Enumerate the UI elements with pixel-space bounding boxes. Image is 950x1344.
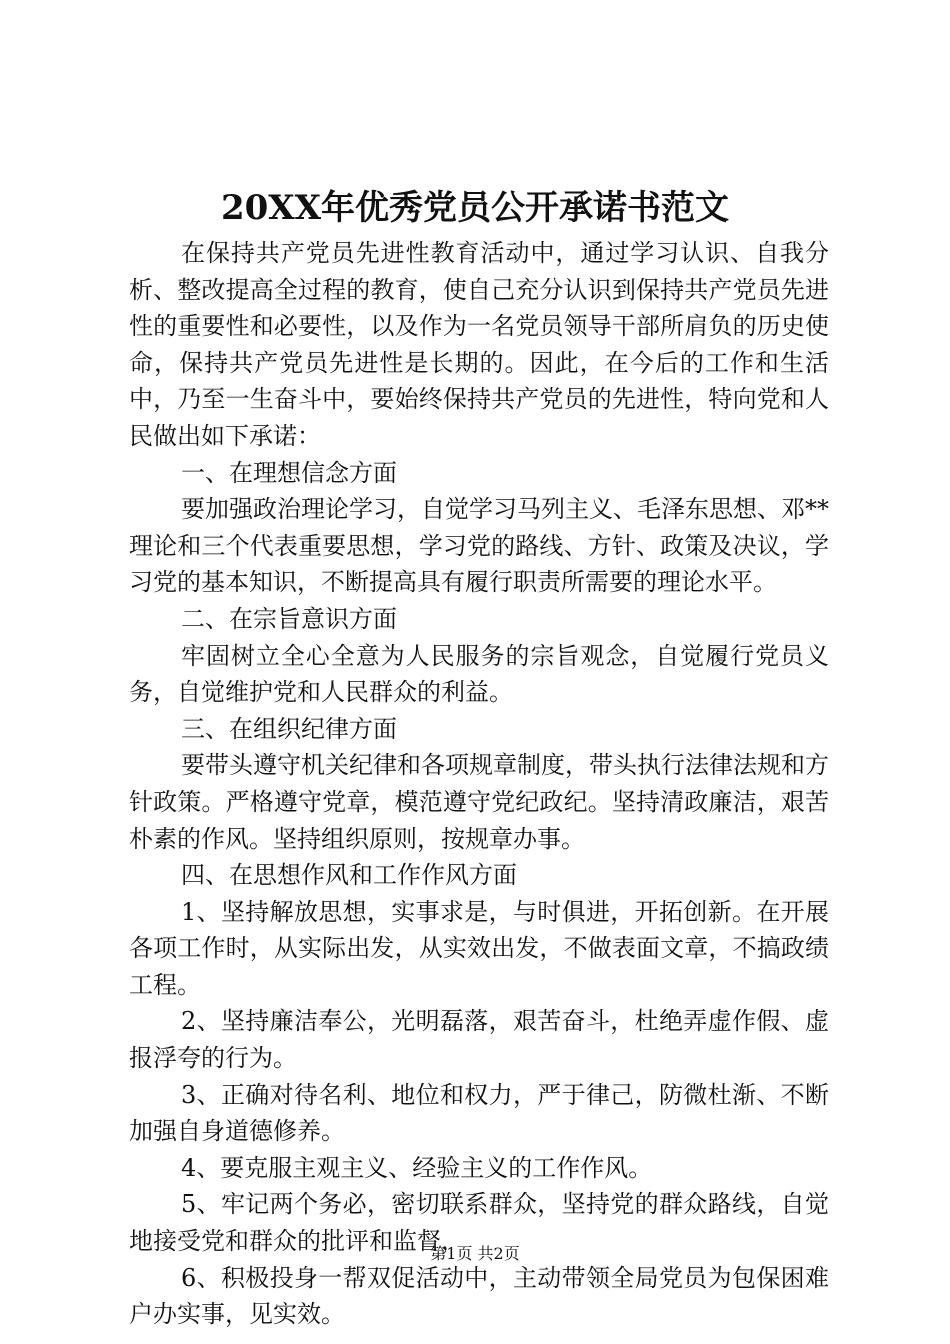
page-number-footer: 第1页 共2页: [430, 1244, 520, 1263]
body-paragraph: 要带头遵守机关纪律和各项规章制度，带头执行法律法规和方针政策。严格遵守党章，模范遵守党纪政纪。坚持清政廉洁，艰苦朴素的作风。坚持组织原则，按规章办事。: [129, 751, 829, 853]
body-paragraph: 要加强政治理论学习，自觉学习马列主义、毛泽东思想、邓**理论和三个代表重要思想，学习党的路线、方针、政策及决议，学习党的基本知识，不断提高具有履行职责所需要的理论水平。: [129, 495, 829, 597]
list-item: 2、坚持廉洁奉公，光明磊落，艰苦奋斗，杜绝弄虚作假、虚报浮夸的行为。: [129, 1007, 829, 1073]
section-heading: 三、在组织纪律方面: [181, 714, 397, 743]
section-heading: 一、在理想信念方面: [181, 458, 397, 487]
list-item: 5、牢记两个务必，密切联系群众，坚持党的群众路线，自觉地接受党和群众的批评和监督，: [129, 1190, 829, 1256]
body-paragraph: 在保持共产党员先进性教育活动中，通过学习认识、自我分析、整改提高全过程的教育，使自己充分认识到保持共产党员先进性的重要性和必要性，以及作为一名党员领导干部所肩负的历史使命，保持共产党员先进性是长期的。因此，在今后的工作和生活中，乃至一生奋斗中，要始终保持共产党员的先进性，特向党和人民做出如下承诺：: [129, 239, 829, 450]
list-item: 4、要克服主观主义、经验主义的工作作风。: [181, 1153, 653, 1182]
document-body: [129, 235, 829, 1333]
list-item: 6、积极投身一帮双促活动中，主动带领全局党员为包保困难户办实事，见实效。: [129, 1263, 829, 1329]
list-item: 3、正确对待名利、地位和权力，严于律己，防微杜渐、不断加强自身道德修养。: [129, 1080, 829, 1146]
section-heading: 四、在思想作风和工作作风方面: [181, 861, 517, 890]
body-paragraph: 牢固树立全心全意为人民服务的宗旨观念，自觉履行党员义务，自觉维护党和人民群众的利益。: [129, 641, 829, 707]
document-title: 20XX年优秀党员公开承诺书范文: [220, 188, 730, 228]
section-heading: 二、在宗旨意识方面: [181, 604, 397, 633]
list-item: 1、坚持解放思想，实事求是，与时俱进，开拓创新。在开展各项工作时，从实际出发，从实效出发，不做表面文章，不搞政绩工程。: [129, 897, 829, 999]
